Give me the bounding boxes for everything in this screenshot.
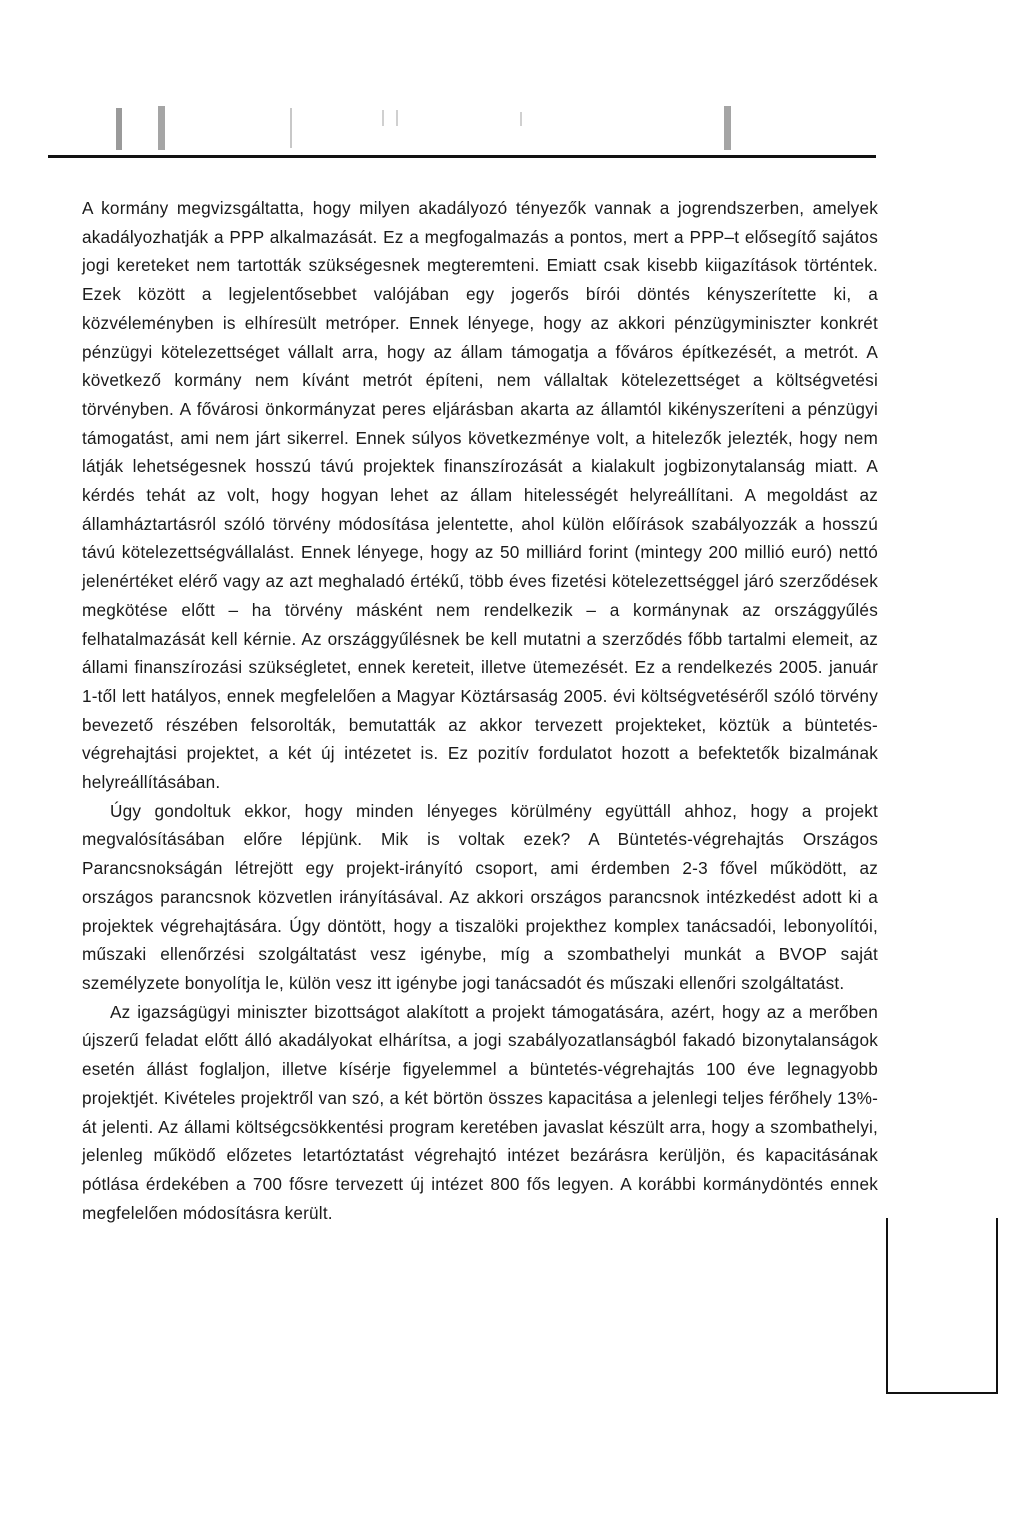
- header-bar: [724, 106, 731, 150]
- header-decoration: [0, 0, 1024, 160]
- margin-frame: [886, 1218, 998, 1394]
- margin-frame-lines: [886, 1218, 998, 1394]
- frame-left-line: [886, 1218, 888, 1394]
- paragraph: A kormány megvizsgáltatta, hogy milyen akadályozó tényezők vannak a jogrendszerben, amelyek akadályozhatják a PPP alkalmazását. Ez a megfogalmazás a pontos, mert a PPP–t elősegítő sajátos jogi kereteket nem tartották szükségesnek megteremteni. Emiatt csak kisebb kiigazítások történtek. Ezek között a legjelentősebbet valójában egy jogerős bírói döntés kényszerítette ki, a közvéleményben is elhíresült metróper. Ennek lényege, hogy az akkori pénzügyminiszter konkrét pénzügyi kötelezettséget vállalt arra, hogy az állam támogatja a főváros építkezését, a metrót. A következő kormány nem kívánt metrót építeni, nem vállaltak kötelezettséget a költségvetési törvényben. A fővárosi önkormányzat peres eljárásban akarta az államtól kikényszeríteni a pénzügyi támogatást, ami nem járt sikerrel. Ennek súlyos következménye volt, a hitelezők jelezték, hogy nem látják lehetségesnek hosszú távú projektek finanszírozását a kialakult jogbizonytalanság miatt. A kérdés tehát az volt, hogy hogyan lehet az állam hitelességét helyreállítani. A megoldást az államháztartásról szóló törvény módosítása jelentette, ahol külön előírások szabályozzák a hosszú távú kötelezettségvállalást. Ennek lényege, hogy az 50 milliárd forint (mintegy 200 millió euró) nettó jelenértéket elérő vagy az azt meghaladó értékű, több éves fizetési kötelezettséggel járó szerződések megkötése előtt – ha törvény másként nem rendelkezik – a kormánynak az országgyűlés felhatalmazását kell kérnie. Az országgyűlésnek be kell mutatni a szerződés főbb tartalmi elemeit, az állami finanszírozási szükségletet, ennek kereteit, illetve ütemezését. Ez a rendelkezés 2005. január 1-től lett hatályos, ennek megfelelően a Magyar Köztársaság 2005. évi költségvetéséről szóló törvény bevezető részében felsorolták, bemutatták az akkor tervezett projekteket, köztük a büntetés-végrehajtási projektet, a két új intézetet is. Ez pozitív fordulatot hozott a befektetők bizalmának helyreállításában.: [82, 198, 878, 793]
- header-bar: [290, 108, 292, 148]
- header-bar: [158, 106, 165, 150]
- frame-bottom-line: [886, 1392, 998, 1394]
- header-bar: [396, 110, 398, 126]
- header-bar: [382, 110, 384, 126]
- frame-right-line: [996, 1218, 998, 1394]
- paragraph: Az igazságügyi miniszter bizottságot alakított a projekt támogatására, azért, hogy az a merőben újszerű feladat előtt álló akadályokat elhárítsa, a jogi szabályozatlanságból fakadó bizonytalanságok esetén állást foglaljon, illetve kísérje figyelemmel a büntetés-végrehajtás 100 éve legnagyobb projektjét. Kivételes projektről van szó, a két börtön összes kapacitása a jelenlegi teljes férőhely 13%-át jelenti. Az állami költségcsökkentési program keretében javaslat készült arra, hogy a szombathelyi, jelenleg működő előzetes letartóztatást végrehajtó intézet bezárásra kerüljön, és kapacitásának pótlása érdekében a 700 fősre tervezett új intézet 800 fős legyen. A korábbi kormánydöntés ennek megfelelően módosításra került.: [82, 1001, 878, 1223]
- body-text: [82, 194, 878, 1227]
- header-bar: [116, 108, 122, 150]
- header-bar: [520, 112, 522, 126]
- header-bars: [0, 0, 1024, 160]
- paragraph: Úgy gondoltuk ekkor, hogy minden lényeges körülmény együttáll ahhoz, hogy a projekt megvalósításában előre lépjünk. Mik is voltak ezek? A Büntetés-végrehajtás Országos Parancsnokságán létrejött egy projekt-irányító csoport, ami érdemben 2-3 fővel működött, az országos parancsnok közvetlen irányításával. Az akkori országos parancsnok intézkedést adott ki a projektek végrehajtására. Úgy döntött, hogy a tiszalöki projekthez komplex tanácsadói, lebonyolítói, műszaki ellenőrzési szolgáltatást vesz igénybe, míg a szombathelyi munkát a BVOP saját személyzete bonyolítja le, külön vesz itt igénybe jogi tanácsadót és műszaki ellenőri szolgáltatást.: [82, 800, 878, 993]
- header-rule: [48, 155, 876, 158]
